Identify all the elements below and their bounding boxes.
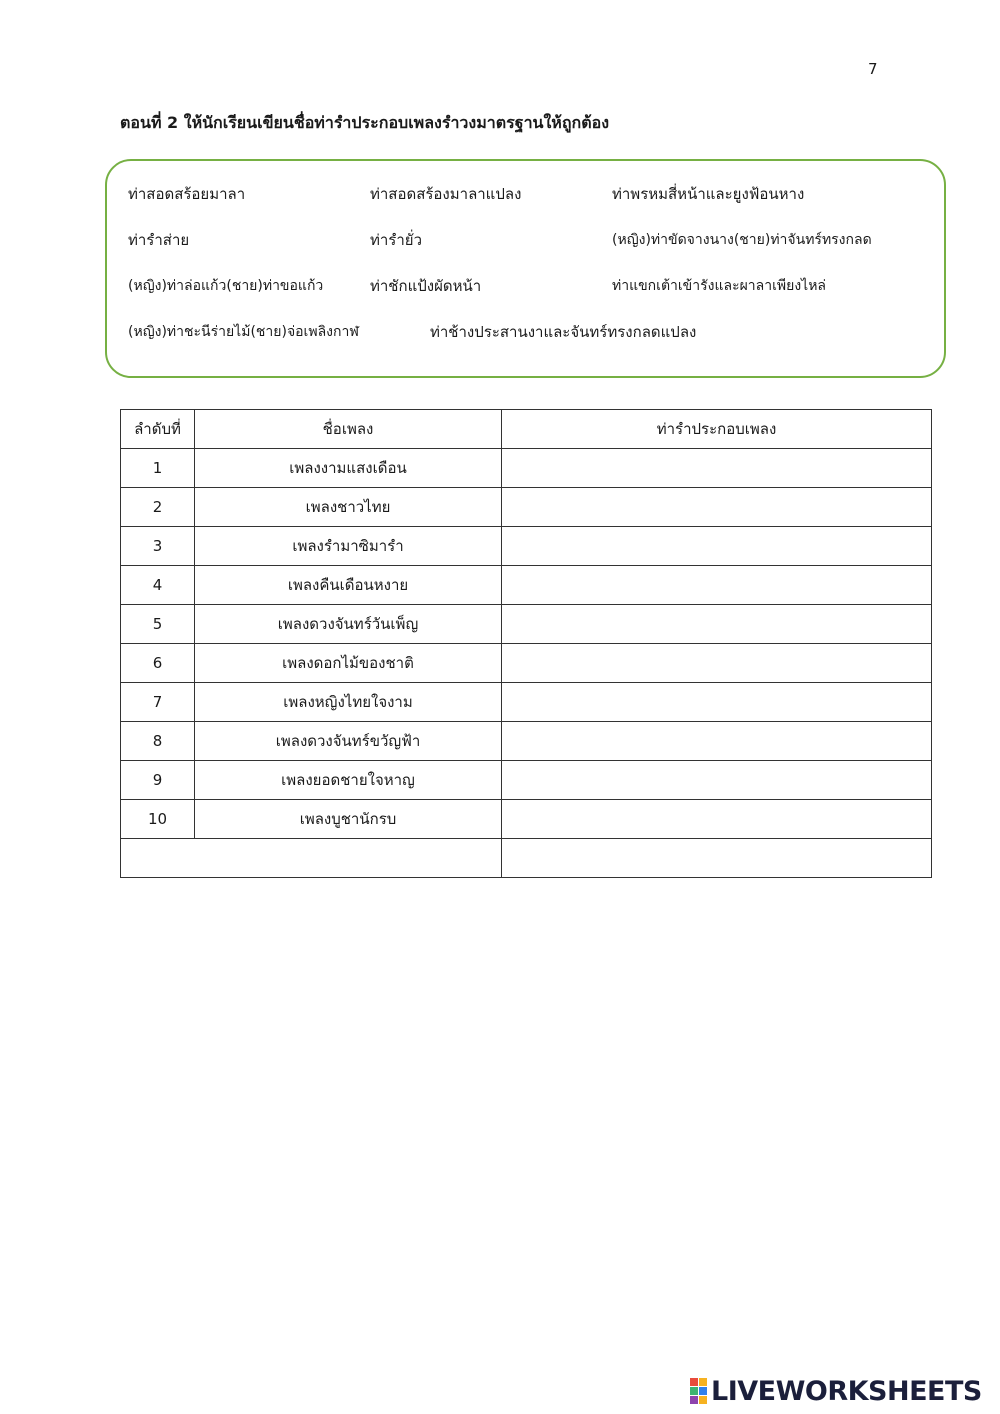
answer-cell[interactable] [502, 566, 932, 605]
answer-cell[interactable] [502, 449, 932, 488]
answer-cell[interactable] [502, 644, 932, 683]
row-number: 1 [121, 449, 195, 488]
word-bank-option: ท่าพรหมสี่หน้าและยูงฟ้อนหาง [612, 185, 805, 203]
word-bank-option: ท่าช้างประสานงาและจันทร์ทรงกลดแปลง [430, 323, 697, 341]
word-bank-option: (หญิง)ท่าล่อแก้ว(ชาย)ท่าขอแก้ว [128, 278, 324, 294]
song-name: เพลงดวงจันทร์วันเพ็ญ [195, 605, 502, 644]
song-name: เพลงงามแสงเดือน [195, 449, 502, 488]
song-name: เพลงดวงจันทร์ขวัญฟ้า [195, 722, 502, 761]
answer-cell[interactable] [502, 488, 932, 527]
table-row [121, 449, 932, 488]
logo-mark-icon [690, 1378, 707, 1404]
table-row [121, 488, 932, 527]
song-name: เพลงชาวไทย [195, 488, 502, 527]
row-number: 2 [121, 488, 195, 527]
word-bank-option: ท่ารำส่าย [128, 231, 190, 249]
row-number: 6 [121, 644, 195, 683]
song-name: เพลงยอดชายใจหาญ [195, 761, 502, 800]
table-row [121, 683, 932, 722]
row-number: 10 [121, 800, 195, 839]
row-number: 5 [121, 605, 195, 644]
empty-cell [121, 839, 502, 878]
table-row [121, 566, 932, 605]
song-name: เพลงดอกไม้ของชาติ [195, 644, 502, 683]
answer-cell[interactable] [502, 800, 932, 839]
liveworksheets-logo [690, 1375, 982, 1407]
answer-cell[interactable] [502, 683, 932, 722]
table-header-row [121, 410, 932, 449]
answer-cell[interactable] [502, 605, 932, 644]
table-row [121, 761, 932, 800]
word-bank-option: ท่าสอดสร้องมาลาแปลง [370, 185, 522, 203]
song-name: เพลงคืนเดือนหงาย [195, 566, 502, 605]
answer-cell[interactable] [502, 761, 932, 800]
row-number: 3 [121, 527, 195, 566]
table-row [121, 644, 932, 683]
word-bank-option: (หญิง)ท่าขัดจางนาง(ชาย)ท่าจันทร์ทรงกลด [612, 232, 872, 248]
row-number: 9 [121, 761, 195, 800]
column-header-order: ลำดับที่ [121, 410, 195, 449]
answer-table [120, 409, 932, 878]
table-row [121, 800, 932, 839]
row-number: 8 [121, 722, 195, 761]
song-name: เพลงรำมาซิมารำ [195, 527, 502, 566]
song-name: เพลงหญิงไทยใจงาม [195, 683, 502, 722]
word-bank-option: ท่าสอดสร้อยมาลา [128, 185, 246, 203]
page-number: 7 [868, 60, 878, 78]
empty-answer-cell[interactable] [502, 839, 932, 878]
word-bank-option: ท่ารำยั่ว [370, 231, 423, 249]
row-number: 4 [121, 566, 195, 605]
table-row [121, 527, 932, 566]
word-bank-option: ท่าแขกเต้าเข้ารังและผาลาเพียงไหล่ [612, 278, 826, 294]
row-number: 7 [121, 683, 195, 722]
section-heading: ตอนที่ 2 ให้นักเรียนเขียนชื่อท่ารำประกอบเพลงรำวงมาตรฐานให้ถูกต้อง [120, 113, 610, 132]
table-row [121, 722, 932, 761]
song-name: เพลงบูชานักรบ [195, 800, 502, 839]
logo-text: LIVEWORKSHEETS [711, 1375, 982, 1407]
table-row [121, 605, 932, 644]
answer-cell[interactable] [502, 722, 932, 761]
table-row-empty [121, 839, 932, 878]
answer-cell[interactable] [502, 527, 932, 566]
column-header-dance-move: ท่ารำประกอบเพลง [502, 410, 932, 449]
word-bank-option: ท่าชักแป้งผัดหน้า [370, 277, 482, 295]
word-bank-option: (หญิง)ท่าชะนีร่ายไม้(ชาย)จ่อเพลิงกาฬ [128, 324, 359, 340]
column-header-song: ชื่อเพลง [195, 410, 502, 449]
